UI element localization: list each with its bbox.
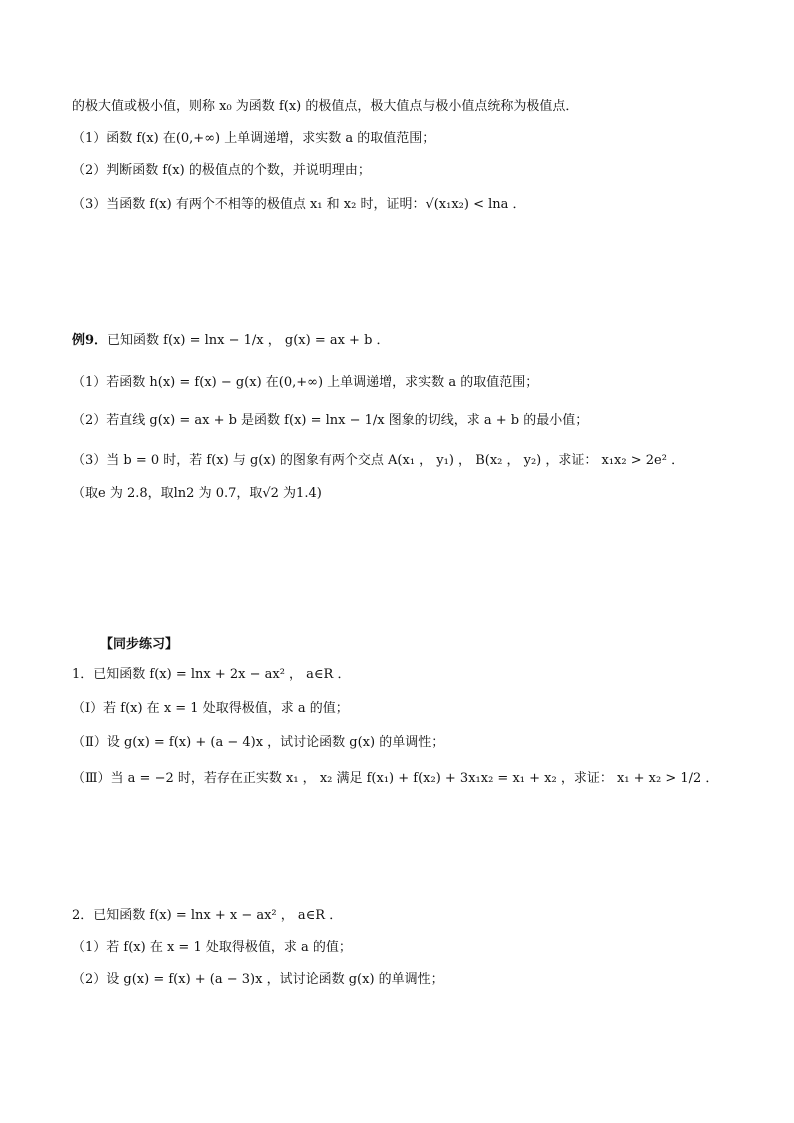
example-9-part-1: （1）若函数 h(x) = f(x) − g(x) 在(0,+∞) 上单调递增，求实数 a 的取值范围； xyxy=(72,375,539,390)
problem-part-1: （1）函数 f(x) 在(0,+∞) 上单调递增，求实数 a 的取值范围； xyxy=(72,131,436,146)
problem-part-2: （2）判断函数 f(x) 的极值点的个数，并说明理由； xyxy=(72,163,371,178)
exercise-1-statement: 1．已知函数 f(x) = lnx + 2x − ax² ， a∈R ． xyxy=(72,667,351,682)
exercise-2-part-2: （2）设 g(x) = f(x) + (a − 3)x ，试讨论函数 g(x) 的单调性； xyxy=(72,972,444,987)
exercise-1-part-1: （Ⅰ）若 f(x) 在 x = 1 处取得极值，求 a 的值； xyxy=(72,701,349,716)
exercise-1-part-3: （Ⅲ）当 a = −2 时，若存在正实数 x₁ ， x₂ 满足 f(x₁) + f(x₂) + 3x₁x₂ = x₁ + x₂ ，求证： x₁ + x₂ > 1/2 ． xyxy=(72,771,719,786)
exercise-2-part-1: （1）若 f(x) 在 x = 1 处取得极值，求 a 的值； xyxy=(72,940,352,955)
example-statement: 已知函数 f(x) = lnx − 1/x ， g(x) = ax + b ． xyxy=(107,333,390,348)
exercise-1-part-2: （Ⅱ）设 g(x) = f(x) + (a − 4)x ，试讨论函数 g(x) 的单调性； xyxy=(72,735,445,750)
example-9-part-3: （3）当 b = 0 时，若 f(x) 与 g(x) 的图象有两个交点 A(x₁ ， y₁) ， B(x₂ ， y₂) ，求证： x₁x₂ > 2e² ． xyxy=(72,453,685,468)
problem-part-3: （3）当函数 f(x) 有两个不相等的极值点 x₁ 和 x₂ 时，证明：√(x₁x₂) < lna ． xyxy=(72,197,526,212)
example-label: 例9． xyxy=(72,333,108,348)
example-9-part-2: （2）若直线 g(x) = ax + b 是函数 f(x) = lnx − 1/x 图象的切线，求 a + b 的最小值； xyxy=(72,413,589,428)
section-heading: 【同步练习】 xyxy=(100,637,179,652)
example-9-note: （取e 为 2.8，取ln2 为 0.7，取√2 为1.4) xyxy=(72,486,322,501)
exercise-2-statement: 2．已知函数 f(x) = lnx + x − ax² ， a∈R ． xyxy=(72,908,343,923)
intro-line: 的极大值或极小值，则称 x₀ 为函数 f(x) 的极值点，极大值点与极小值点统称为极值点． xyxy=(72,99,579,114)
example-9-heading xyxy=(72,332,390,350)
